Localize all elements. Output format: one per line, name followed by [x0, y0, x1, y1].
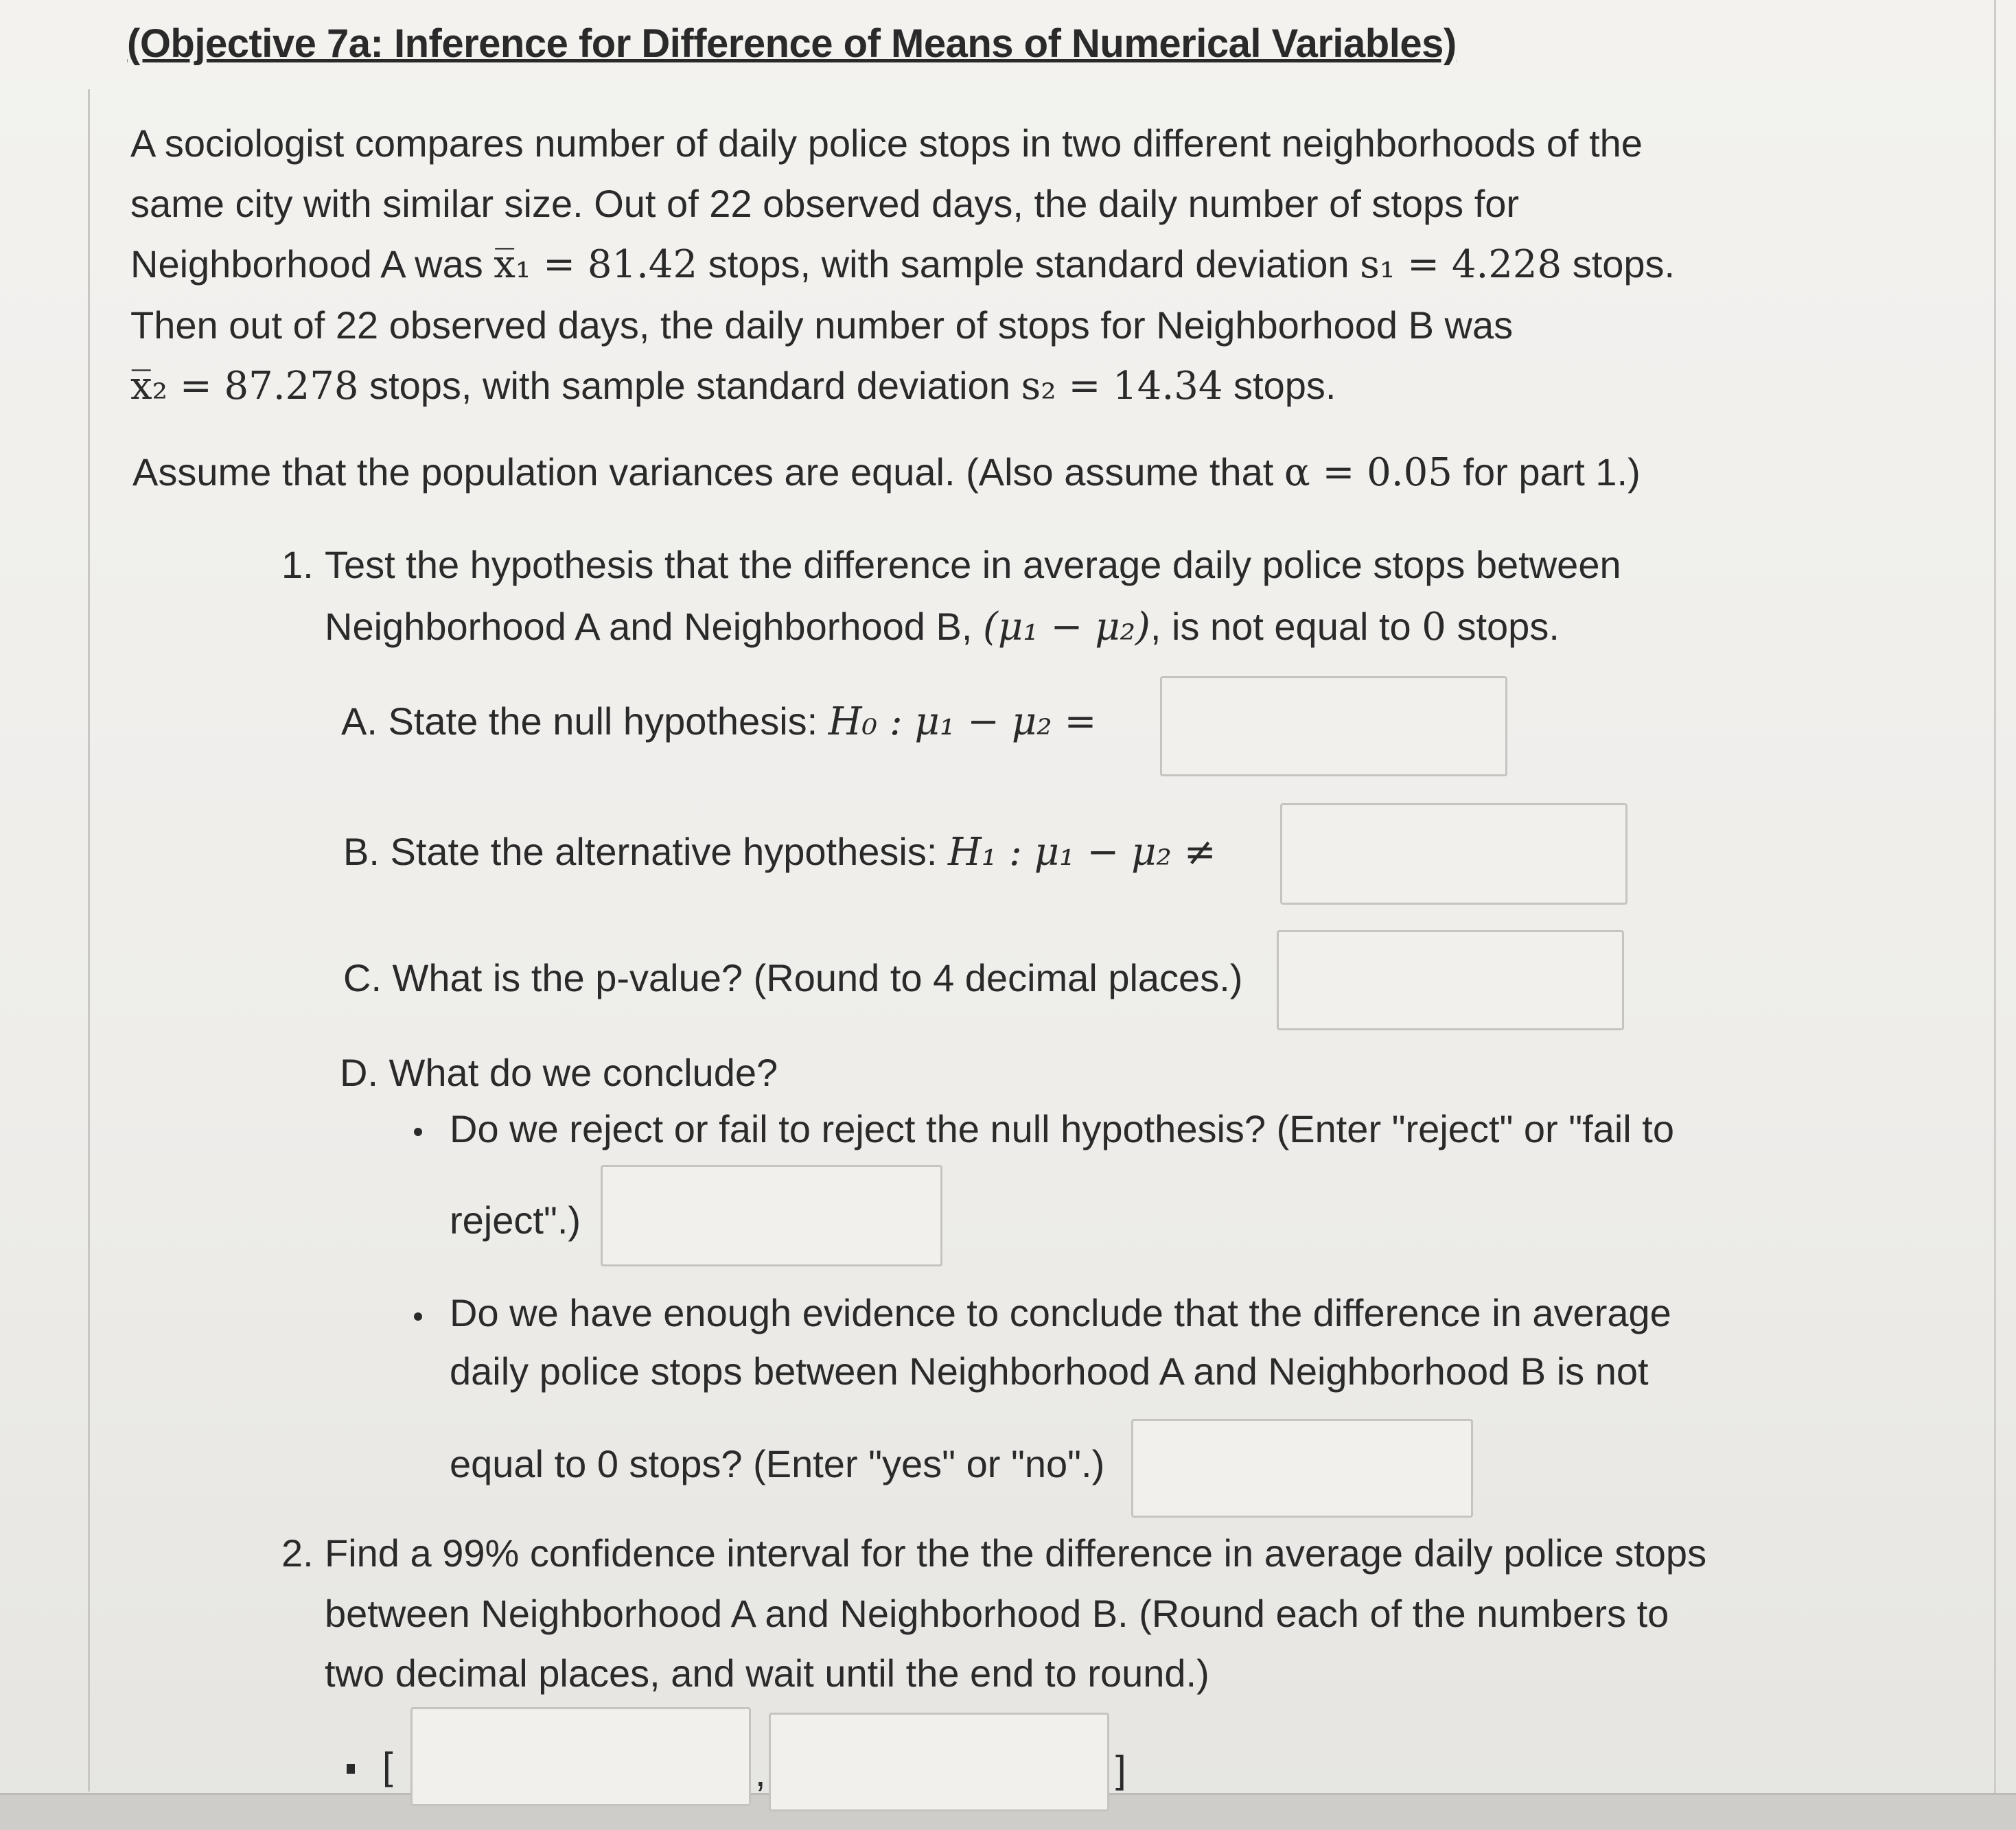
left-border — [88, 89, 90, 1792]
null-hypothesis-input[interactable] — [1160, 676, 1507, 776]
null-hypothesis-expr: H₀ : μ₁ − μ₂ = — [828, 699, 1097, 744]
q2-line-3: two decimal places, and wait until the end to round.) — [325, 1652, 1209, 1695]
q2-number: 2. — [281, 1531, 314, 1575]
mean-a: x̅₁ = 81.42 — [494, 242, 698, 287]
problem-intro — [130, 113, 1929, 417]
q2-line-1: Find a 99% confidence interval for the the difference in average daily police stops — [325, 1531, 1707, 1575]
sd-a: s₁ = 4.228 — [1360, 242, 1562, 287]
q1d-evidence-line-3: equal to 0 stops? (Enter "yes" or "no".) — [450, 1442, 1105, 1485]
bullet-dot — [414, 1128, 422, 1136]
intro-line-4: Then out of 22 observed days, the daily number of stops for Neighborhood B was — [130, 303, 1514, 347]
q1-number: 1. — [281, 543, 314, 586]
interval-close-bracket: ] — [1115, 1748, 1126, 1791]
q1d-label: D. What do we conclude? — [340, 1051, 778, 1094]
alpha-value: α = 0.05 — [1284, 450, 1452, 495]
ci-lower-input[interactable] — [410, 1707, 751, 1806]
evidence-decision-input[interactable] — [1131, 1419, 1473, 1518]
bullet-dot — [414, 1312, 422, 1321]
q1-line-1: Test the hypothesis that the difference in average daily police stops between — [325, 543, 1621, 586]
p-value-input[interactable] — [1277, 930, 1624, 1030]
intro-line-3: Neighborhood A was x̅₁ = 81.42 stops, with sample standard deviation s₁ = 4.228 stops. — [130, 242, 1676, 287]
q1d-reject-line-1: Do we reject or fail to reject the null hypothesis? (Enter "reject" or "fail to — [450, 1107, 1674, 1150]
right-border — [1994, 0, 1996, 1828]
q1b-label: B. State the alternative hypothesis: H₁ : μ₁ − μ₂ ≠ — [343, 830, 1216, 875]
alt-hypothesis-input[interactable] — [1280, 803, 1627, 905]
objective-heading: (Objective 7a: Inference for Difference of Means of Numerical Variables) — [127, 21, 1457, 66]
ci-upper-input[interactable] — [769, 1713, 1109, 1811]
q1d-reject-line-2: reject".) — [450, 1198, 581, 1242]
square-bullet — [347, 1764, 355, 1774]
alt-hypothesis-expr: H₁ : μ₁ − μ₂ ≠ — [947, 830, 1216, 875]
q1a-label: A. State the null hypothesis: H₀ : μ₁ − μ₂ = — [341, 699, 1097, 744]
q2-line-2: between Neighborhood A and Neighborhood B. (Round each of the numbers to — [325, 1592, 1669, 1635]
q1-line-2: Neighborhood A and Neighborhood B, (μ₁ − μ₂), is not equal to 0 stops. — [325, 605, 1560, 649]
mean-b: x̅₂ = 87.278 — [130, 364, 359, 408]
q1c-label: C. What is the p-value? (Round to 4 decimal places.) — [343, 956, 1243, 999]
q1d-evidence-line-2: daily police stops between Neighborhood A and Neighborhood B is not — [450, 1350, 1649, 1393]
assumption-line: Assume that the population variances are equal. (Also assume that α = 0.05 for part 1.) — [132, 450, 1641, 495]
intro-line-2: same city with similar size. Out of 22 observed days, the daily number of stops for — [130, 182, 1520, 225]
reject-decision-input[interactable] — [601, 1165, 942, 1266]
q1d-evidence-line-1: Do we have enough evidence to conclude that the difference in average — [450, 1291, 1671, 1334]
intro-line-5: x̅₂ = 87.278 stops, with sample standard deviation s₂ = 14.34 stops. — [130, 364, 1336, 408]
intro-line-1: A sociologist compares number of daily police stops in two different neighborhoods of the — [130, 121, 1643, 165]
sd-b: s₂ = 14.34 — [1021, 364, 1223, 408]
interval-open-bracket: [ — [382, 1744, 393, 1787]
interval-comma: , — [755, 1751, 766, 1794]
